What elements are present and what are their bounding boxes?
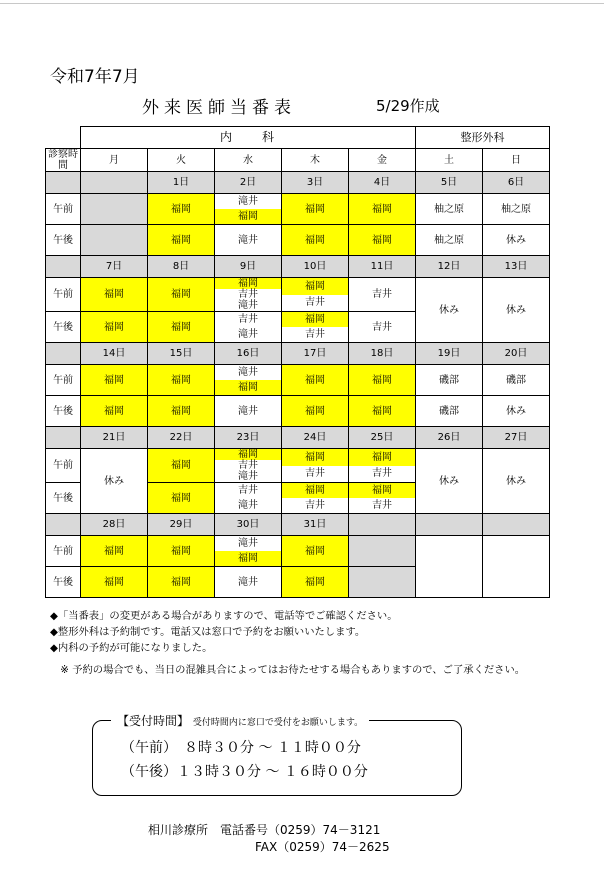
- schedule-cell: 福岡: [81, 567, 148, 598]
- date-cell: [349, 514, 416, 536]
- date-cell: 6日: [483, 172, 550, 194]
- doctor-name: 吉井: [238, 289, 258, 300]
- notes: [50, 608, 560, 678]
- group-naika: 内 科: [81, 127, 416, 149]
- schedule-cell: [349, 483, 416, 514]
- note-item: ◆整形外科は予約制です。電話又は窓口で予約をお願いいたします。: [50, 626, 366, 638]
- schedule-cell: 磯部: [416, 365, 483, 396]
- schedule-cell: [81, 225, 148, 256]
- doctor-name: 吉井: [372, 500, 392, 511]
- schedule-cell: 吉井: [349, 278, 416, 312]
- slot-pm-label: 午後: [46, 225, 81, 256]
- slot-am-label: 午前: [46, 449, 81, 483]
- schedule-cell: [215, 278, 282, 312]
- date-row-corner: [46, 514, 81, 536]
- date-cell: 17日: [282, 343, 349, 365]
- schedule-cell: [215, 365, 282, 396]
- split-cell: [282, 278, 348, 311]
- slot-am-label: 午前: [46, 194, 81, 225]
- created-date: 5/29作成: [376, 97, 440, 115]
- date-cell: 30日: [215, 514, 282, 536]
- doctor-name: 福岡: [215, 449, 281, 460]
- date-row-corner: [46, 172, 81, 194]
- doctor-name: 吉井: [372, 468, 392, 480]
- reception-title: 【受付時間】: [117, 714, 190, 728]
- split-cell: [215, 312, 281, 342]
- schedule-cell: 福岡: [81, 396, 148, 427]
- date-cell: 8日: [148, 256, 215, 278]
- doctor-name: 福岡: [282, 278, 348, 295]
- doctor-name: 吉井: [238, 460, 258, 471]
- date-cell: 13日: [483, 256, 550, 278]
- weekday-header: 水: [215, 149, 282, 172]
- doctor-name: 福岡: [282, 312, 348, 327]
- slot-pm-label: 午後: [46, 567, 81, 598]
- doctor-name: 滝井: [238, 196, 258, 207]
- slot-am-label: 午前: [46, 536, 81, 567]
- schedule-cell: [215, 194, 282, 225]
- schedule-cell: [282, 483, 349, 514]
- note-item: ※ 予約の場合でも、当日の混雑具合によってはお待たせする場合もありますので、ご了承ください。: [50, 664, 526, 676]
- note-item: ◆内科の予約が可能になりました。: [50, 642, 213, 654]
- schedule-cell: 柚之原: [416, 225, 483, 256]
- consult-time-label: 診察時間: [46, 149, 81, 172]
- date-cell: 16日: [215, 343, 282, 365]
- schedule-cell: 福岡: [148, 483, 215, 514]
- date-row-corner: [46, 427, 81, 449]
- date-row-corner: [46, 256, 81, 278]
- schedule-cell: 福岡: [282, 536, 349, 567]
- month-label: 令和7年7月: [50, 67, 140, 87]
- schedule-cell: 福岡: [349, 194, 416, 225]
- schedule-cell: 磯部: [483, 365, 550, 396]
- date-cell: 3日: [282, 172, 349, 194]
- schedule-cell: [282, 312, 349, 343]
- weekday-header: 月: [81, 149, 148, 172]
- split-cell: [215, 278, 281, 311]
- weekday-header: 火: [148, 149, 215, 172]
- doctor-name: 福岡: [282, 483, 348, 498]
- schedule-cell: 柚之原: [483, 194, 550, 225]
- date-cell: [483, 514, 550, 536]
- schedule-cell: 滝井: [215, 567, 282, 598]
- schedule-cell: 福岡: [148, 396, 215, 427]
- schedule-cell: [215, 312, 282, 343]
- clinic-contact: [148, 822, 390, 856]
- reception-am: （午前） ８時３０分 ～ １１時００分: [121, 740, 361, 756]
- slot-pm-label: 午後: [46, 312, 81, 343]
- duty-schedule-table: [45, 126, 550, 598]
- schedule-cell: [483, 536, 550, 598]
- date-cell: 5日: [416, 172, 483, 194]
- doctor-name: 福岡: [215, 209, 281, 224]
- schedule-cell: 福岡: [349, 396, 416, 427]
- reception-hours-box: [92, 714, 462, 796]
- schedule-cell: 福岡: [148, 278, 215, 312]
- schedule-cell: [282, 449, 349, 483]
- reception-heading: [111, 712, 369, 729]
- doctor-name: 福岡: [215, 278, 281, 289]
- split-cell: [282, 312, 348, 342]
- schedule-cell: 福岡: [282, 225, 349, 256]
- schedule-cell: 福岡: [282, 567, 349, 598]
- schedule-cell: [349, 567, 416, 598]
- split-cell: [215, 536, 281, 566]
- split-cell: [282, 449, 348, 482]
- weekday-header: 木: [282, 149, 349, 172]
- date-cell: [416, 514, 483, 536]
- doctor-name: 滝井: [238, 300, 258, 311]
- date-cell: 15日: [148, 343, 215, 365]
- date-cell: 14日: [81, 343, 148, 365]
- date-cell: 27日: [483, 427, 550, 449]
- schedule-cell: 福岡: [81, 536, 148, 567]
- schedule-cell: 休み: [81, 449, 148, 514]
- doctor-name: 滝井: [238, 471, 258, 482]
- date-cell: 10日: [282, 256, 349, 278]
- clinic-phone: 相川診療所 電話番号（0259）74－3121: [148, 823, 381, 837]
- schedule-cell: 休み: [416, 449, 483, 514]
- schedule-cell: 福岡: [148, 449, 215, 483]
- weekday-header: 金: [349, 149, 416, 172]
- schedule-cell: 吉井: [349, 312, 416, 343]
- split-cell: [282, 483, 348, 513]
- schedule-cell: 休み: [416, 278, 483, 343]
- schedule-cell: [282, 278, 349, 312]
- schedule-cell: 休み: [483, 225, 550, 256]
- date-cell: 9日: [215, 256, 282, 278]
- doctor-name: 吉井: [305, 468, 325, 480]
- schedule-cell: 福岡: [282, 396, 349, 427]
- split-cell: [215, 194, 281, 224]
- date-row-corner: [46, 343, 81, 365]
- schedule-cell: 福岡: [81, 312, 148, 343]
- date-cell: 2日: [215, 172, 282, 194]
- clinic-fax: FAX（0259）74－2625: [255, 840, 390, 854]
- doctor-name: 福岡: [349, 449, 415, 466]
- slot-am-label: 午前: [46, 365, 81, 396]
- doctor-name: 滝井: [238, 500, 258, 511]
- date-cell: 21日: [81, 427, 148, 449]
- date-cell: 18日: [349, 343, 416, 365]
- doctor-name: 福岡: [349, 483, 415, 498]
- doctor-name: 吉井: [238, 314, 258, 325]
- page-title: 外来医師当番表: [142, 98, 296, 118]
- split-cell: [215, 449, 281, 482]
- schedule-cell: 福岡: [148, 312, 215, 343]
- doctor-name: 吉井: [305, 500, 325, 511]
- schedule-cell: 休み: [483, 449, 550, 514]
- slot-pm-label: 午後: [46, 483, 81, 514]
- schedule-cell: [349, 536, 416, 567]
- split-cell: [215, 483, 281, 513]
- schedule-cell: 柚之原: [416, 194, 483, 225]
- doctor-name: 福岡: [215, 551, 281, 566]
- date-cell: 23日: [215, 427, 282, 449]
- date-cell: 22日: [148, 427, 215, 449]
- schedule-cell: 福岡: [148, 536, 215, 567]
- date-cell: 1日: [148, 172, 215, 194]
- doctor-name: 吉井: [305, 297, 325, 309]
- schedule-cell: [215, 483, 282, 514]
- schedule-cell: [349, 449, 416, 483]
- top-divider: [0, 3, 604, 4]
- schedule-cell: 福岡: [282, 194, 349, 225]
- doctor-name: 滝井: [238, 329, 258, 340]
- schedule-cell: 福岡: [349, 365, 416, 396]
- schedule-cell: [81, 194, 148, 225]
- schedule-cell: 福岡: [282, 365, 349, 396]
- schedule-cell: 磯部: [416, 396, 483, 427]
- split-cell: [349, 483, 415, 513]
- group-seikei: 整形外科: [416, 127, 550, 149]
- doctor-name: 滝井: [238, 538, 258, 549]
- date-cell: 19日: [416, 343, 483, 365]
- schedule-cell: 滝井: [215, 225, 282, 256]
- schedule-cell: [215, 536, 282, 567]
- doctor-name: 滝井: [238, 367, 258, 378]
- doctor-name: 吉井: [305, 329, 325, 340]
- schedule-cell: 福岡: [148, 365, 215, 396]
- schedule-cell: [416, 536, 483, 598]
- schedule-cell: 休み: [483, 396, 550, 427]
- date-cell: 25日: [349, 427, 416, 449]
- date-cell: 31日: [282, 514, 349, 536]
- weekday-header: 土: [416, 149, 483, 172]
- note-item: ◆「当番表」の変更がある場合がありますので、電話等でご確認ください。: [50, 610, 398, 622]
- date-cell: 24日: [282, 427, 349, 449]
- date-cell: 28日: [81, 514, 148, 536]
- schedule-cell: 福岡: [148, 567, 215, 598]
- doctor-name: 吉井: [238, 485, 258, 496]
- weekday-header: 日: [483, 149, 550, 172]
- schedule-cell: 福岡: [148, 194, 215, 225]
- date-cell: 26日: [416, 427, 483, 449]
- date-cell: [81, 172, 148, 194]
- schedule-cell: 福岡: [148, 225, 215, 256]
- date-cell: 29日: [148, 514, 215, 536]
- split-cell: [215, 365, 281, 395]
- date-cell: 20日: [483, 343, 550, 365]
- table-corner: [46, 127, 81, 149]
- slot-pm-label: 午後: [46, 396, 81, 427]
- date-cell: 4日: [349, 172, 416, 194]
- schedule-cell: [215, 449, 282, 483]
- date-cell: 7日: [81, 256, 148, 278]
- schedule-cell: 福岡: [349, 225, 416, 256]
- date-cell: 11日: [349, 256, 416, 278]
- slot-am-label: 午前: [46, 278, 81, 312]
- reception-pm: （午後）１３時３０分 ～ １６時００分: [121, 764, 368, 780]
- date-cell: 12日: [416, 256, 483, 278]
- schedule-cell: 休み: [483, 278, 550, 343]
- schedule-cell: 福岡: [81, 278, 148, 312]
- doctor-name: 福岡: [215, 380, 281, 395]
- schedule-cell: 滝井: [215, 396, 282, 427]
- schedule-cell: 福岡: [81, 365, 148, 396]
- doctor-name: 福岡: [282, 449, 348, 466]
- split-cell: [349, 449, 415, 482]
- reception-subtitle: 受付時間内に窓口で受付をお願いします。: [192, 718, 364, 728]
